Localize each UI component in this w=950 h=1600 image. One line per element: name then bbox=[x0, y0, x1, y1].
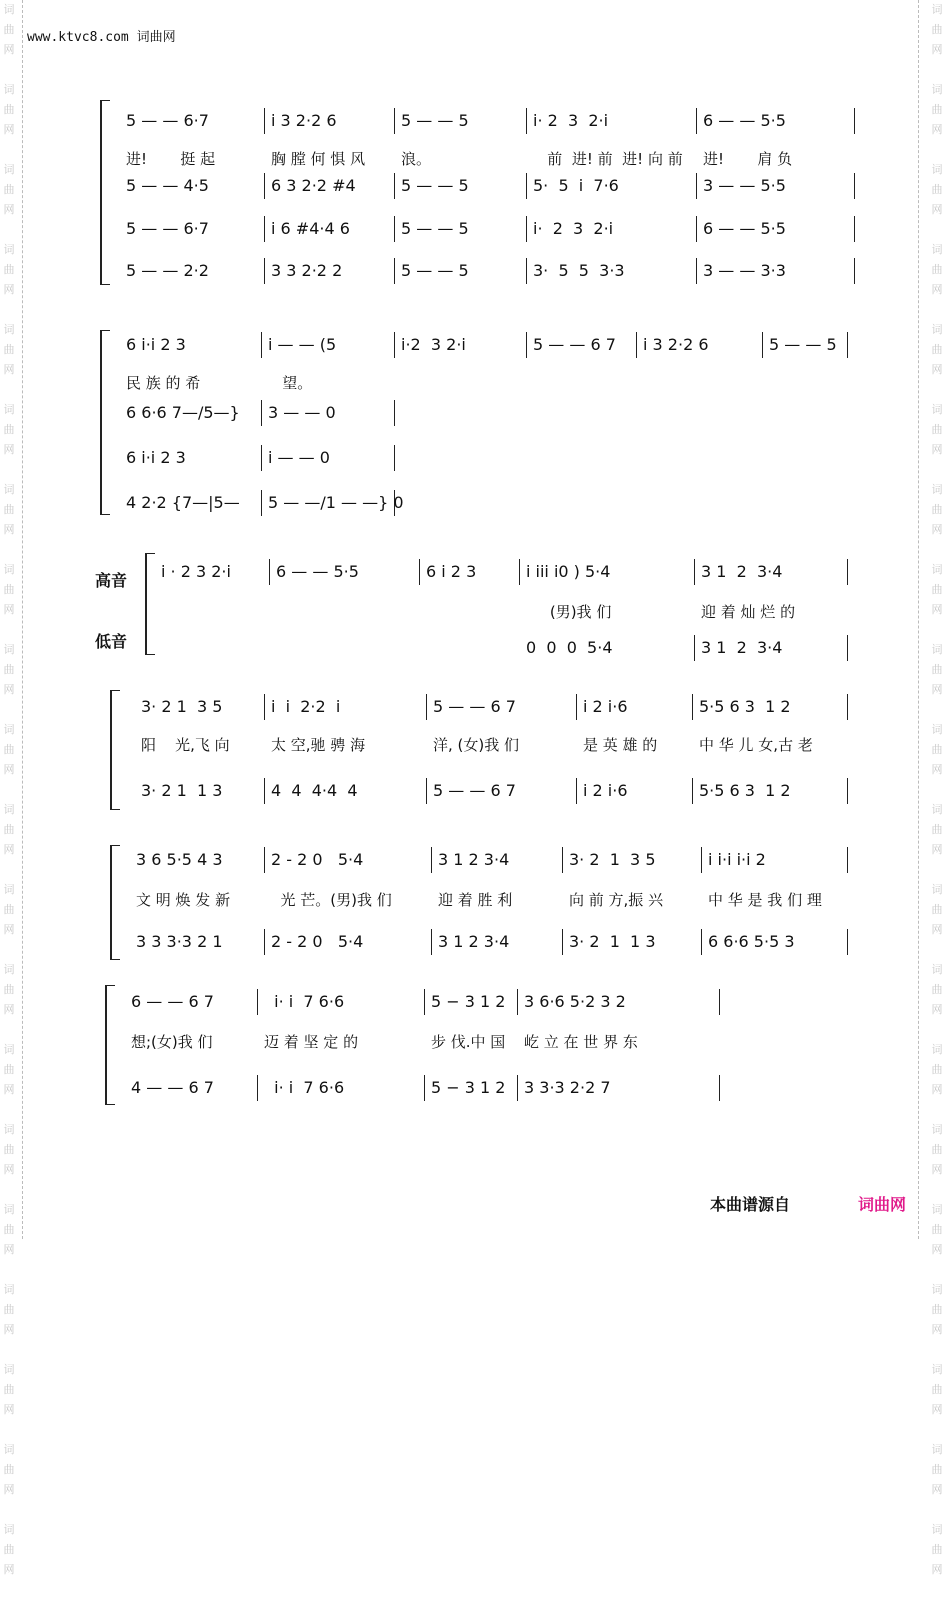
measure: i· i 7 6·6 bbox=[258, 1075, 425, 1101]
measure: i 3 2·2 6 bbox=[637, 332, 763, 358]
lyrics-line bbox=[120, 370, 848, 396]
lyrics-line bbox=[135, 732, 848, 758]
measure: 2 - 2 0 5·4 bbox=[265, 847, 432, 873]
score-system-5 bbox=[110, 845, 855, 960]
system-bracket bbox=[110, 690, 120, 810]
measure: i· 2 3 2·i bbox=[527, 108, 697, 134]
measure: i iii i0 ) 5·4 bbox=[520, 559, 695, 585]
lyric-segment: 望。 bbox=[268, 374, 313, 392]
measure: 5 — —/1 — —} 0 bbox=[262, 490, 395, 516]
lyric-segment: 洋, (女)我 们 bbox=[433, 736, 520, 754]
measure: 6 — — 5·5 bbox=[270, 559, 420, 585]
measure: 5· 5 i 7·6 bbox=[527, 173, 697, 199]
measure: 3 1 2 3·4 bbox=[432, 847, 563, 873]
measure: i·2 3 2·i bbox=[395, 332, 527, 358]
watermark-left: 词 曲 网 词 曲 网 词 曲 网 词 曲 网 词 曲 网 词 曲 网 词 曲 网 词 曲 网 词 曲 网 词 曲 网 词 曲 网 词 曲 网 词 曲 网 词 曲 网 词 曲 网 词 曲 网 词 曲 网 词 曲 网 词 曲 网 词 曲 网 bbox=[3, 3, 15, 1576]
score-system-1 bbox=[100, 100, 860, 285]
notation-line bbox=[155, 635, 848, 661]
measure: 6 — — 6 7 bbox=[125, 989, 258, 1015]
lyric-segment: 是 英 雄 的 bbox=[583, 736, 658, 754]
measure: 3· 2 1 3 5 bbox=[563, 847, 702, 873]
measure: 6 3 2·2 #4 bbox=[265, 173, 395, 199]
footer-source-link[interactable]: 词曲网 bbox=[858, 1195, 907, 1214]
measure: 3 3·3 2·2 7 bbox=[518, 1075, 720, 1101]
measure: 3 3 3·3 2 1 bbox=[130, 929, 265, 955]
system-bracket bbox=[105, 985, 115, 1105]
lyrics-line bbox=[155, 599, 848, 625]
measure bbox=[155, 635, 270, 661]
measure: 3· 5 5 3·3 bbox=[527, 258, 697, 284]
measure: i 2 i·6 bbox=[577, 694, 693, 720]
score-system-2 bbox=[100, 330, 860, 515]
lyric-segment bbox=[420, 599, 520, 625]
notation-line bbox=[130, 929, 848, 955]
measure: 6 — — 5·5 bbox=[697, 216, 855, 242]
divider-left bbox=[22, 0, 23, 1239]
measure: 3 — — 0 bbox=[262, 400, 395, 426]
measure: 5·5 6 3 1 2 bbox=[693, 778, 848, 804]
lyric-segment: 太 空,驰 骋 海 bbox=[271, 736, 366, 754]
measure: 6 6·6 7—/5—} bbox=[120, 400, 262, 426]
measure: 6 i·i 2 3 bbox=[120, 445, 262, 471]
lyric-segment bbox=[270, 599, 420, 625]
lyric-segment: 迈 着 坚 定 的 bbox=[264, 1033, 359, 1051]
lyrics-line bbox=[125, 1029, 720, 1055]
measure: i 6 #4·4 6 bbox=[265, 216, 395, 242]
measure: 3 — — 5·5 bbox=[697, 173, 855, 199]
measure: i i 2·2 i bbox=[265, 694, 427, 720]
measure: 5 — — 4·5 bbox=[120, 173, 265, 199]
notation-line bbox=[120, 445, 848, 471]
measure: 0 0 0 5·4 bbox=[520, 635, 695, 661]
score-system-3 bbox=[145, 553, 855, 655]
lyric-segment: 阳 光,飞 向 bbox=[141, 736, 230, 754]
lyric-segment: 中 华 是 我 们 理 bbox=[708, 891, 822, 909]
lyric-segment: (男)我 们 bbox=[526, 603, 612, 621]
notation-line bbox=[155, 559, 848, 585]
lyric-segment: 向 前 方,振 兴 bbox=[569, 891, 664, 909]
lyric-segment: 前 进! 前 进! 向 前 bbox=[533, 150, 683, 168]
divider-right bbox=[918, 0, 919, 1239]
measure: 3 6 5·5 4 3 bbox=[130, 847, 265, 873]
lyric-segment bbox=[155, 599, 270, 625]
measure: i — — 0 bbox=[262, 445, 395, 471]
system-bracket bbox=[110, 845, 120, 960]
system-bracket bbox=[145, 553, 155, 655]
measure: i· 2 3 2·i bbox=[527, 216, 697, 242]
measure: 5 — — 6·7 bbox=[120, 216, 265, 242]
lyric-segment: 迎 着 灿 烂 的 bbox=[701, 603, 796, 621]
measure: 3 — — 3·3 bbox=[697, 258, 855, 284]
measure: 5 — — 5 bbox=[763, 332, 848, 358]
measure: i· i 7 6·6 bbox=[258, 989, 425, 1015]
notation-line bbox=[120, 258, 855, 284]
notation-line bbox=[120, 332, 848, 358]
measure: 5 — — 5 bbox=[395, 216, 527, 242]
measure: 3· 2 1 1 3 bbox=[135, 778, 265, 804]
measure: 3 3 2·2 2 bbox=[265, 258, 395, 284]
notation-line bbox=[120, 173, 855, 199]
notation-line bbox=[125, 989, 720, 1015]
measure: 3· 2 1 1 3 bbox=[563, 929, 702, 955]
measure: 5 − 3 1 2 bbox=[425, 1075, 518, 1101]
score-system-4 bbox=[110, 690, 855, 810]
lyric-segment: 光 芒。(男)我 们 bbox=[271, 891, 392, 909]
measure: 5·5 6 3 1 2 bbox=[693, 694, 848, 720]
measure: i · 2 3 2·i bbox=[155, 559, 270, 585]
lyric-segment: 迎 着 胜 利 bbox=[438, 891, 513, 909]
measure: 3 6·6 5·2 3 2 bbox=[518, 989, 720, 1015]
lyric-segment: 浪。 bbox=[401, 150, 432, 168]
lyric-segment: 胸 膛 何 惧 风 bbox=[271, 150, 366, 168]
measure: 5 — — 5 bbox=[395, 108, 527, 134]
measure: 5 — — 6 7 bbox=[427, 694, 577, 720]
score-system-6 bbox=[105, 985, 745, 1105]
notation-line bbox=[120, 400, 848, 426]
measure: 2 - 2 0 5·4 bbox=[265, 929, 432, 955]
notation-line bbox=[120, 108, 855, 134]
lyric-segment: 民 族 的 希 bbox=[126, 374, 201, 392]
measure: 5 — — 2·2 bbox=[120, 258, 265, 284]
notation-line bbox=[130, 847, 848, 873]
system-bracket bbox=[100, 330, 110, 515]
lyrics-line bbox=[120, 146, 855, 172]
measure: 5 — — 6·7 bbox=[120, 108, 265, 134]
measure: i i·i i·i 2 bbox=[702, 847, 848, 873]
lyric-segment: 屹 立 在 世 界 东 bbox=[524, 1033, 638, 1051]
site-header: www.ktvc8.com 词曲网 bbox=[27, 30, 176, 45]
measure: 5 — — 6 7 bbox=[527, 332, 637, 358]
notation-line bbox=[120, 216, 855, 242]
notation-line bbox=[120, 490, 848, 516]
lyric-segment: 步 伐.中 国 bbox=[431, 1033, 506, 1051]
measure: 4 2·2 {7—|5— bbox=[120, 490, 262, 516]
measure: 5 — — 5 bbox=[395, 258, 527, 284]
notation-line bbox=[135, 778, 848, 804]
measure: i — — (5 bbox=[262, 332, 395, 358]
lyric-segment: 进! 肩 负 bbox=[703, 150, 793, 168]
measure: 3· 2 1 3 5 bbox=[135, 694, 265, 720]
part-label-bass: 低音 bbox=[95, 632, 128, 651]
measure: 3 1 2 3·4 bbox=[695, 635, 848, 661]
measure: 5 − 3 1 2 bbox=[425, 989, 518, 1015]
part-label-soprano: 高音 bbox=[95, 571, 128, 590]
measure: 3 1 2 3·4 bbox=[432, 929, 563, 955]
notation-line bbox=[135, 694, 848, 720]
lyric-segment: 文 明 焕 发 新 bbox=[136, 891, 231, 909]
measure: 5 — — 5 bbox=[395, 173, 527, 199]
measure: 6 — — 5·5 bbox=[697, 108, 855, 134]
watermark-right: 词 曲 网 词 曲 网 词 曲 网 词 曲 网 词 曲 网 词 曲 网 词 曲 网 词 曲 网 词 曲 网 词 曲 网 词 曲 网 词 曲 网 词 曲 网 词 曲 网 词 曲 网 词 曲 网 词 曲 网 词 曲 网 词 曲 网 词 曲 网 bbox=[931, 3, 943, 1576]
lyrics-line bbox=[130, 887, 848, 913]
lyric-segment: 想;(女)我 们 bbox=[131, 1033, 213, 1051]
measure: 6 6·6 5·5 3 bbox=[702, 929, 848, 955]
measure: i 2 i·6 bbox=[577, 778, 693, 804]
measure: 5 — — 6 7 bbox=[427, 778, 577, 804]
measure: 6 i 2 3 bbox=[420, 559, 520, 585]
measure: 6 i·i 2 3 bbox=[120, 332, 262, 358]
measure bbox=[420, 635, 520, 661]
lyric-segment: 中 华 儿 女,古 老 bbox=[699, 736, 813, 754]
measure: 4 4 4·4 4 bbox=[265, 778, 427, 804]
lyric-segment: 进! 挺 起 bbox=[126, 150, 216, 168]
measure: 3 1 2 3·4 bbox=[695, 559, 848, 585]
footer-source-label: 本曲谱源自 bbox=[710, 1195, 791, 1214]
measure bbox=[270, 635, 420, 661]
system-bracket bbox=[100, 100, 110, 285]
notation-line bbox=[125, 1075, 720, 1101]
measure: i 3 2·2 6 bbox=[265, 108, 395, 134]
measure: 4 — — 6 7 bbox=[125, 1075, 258, 1101]
